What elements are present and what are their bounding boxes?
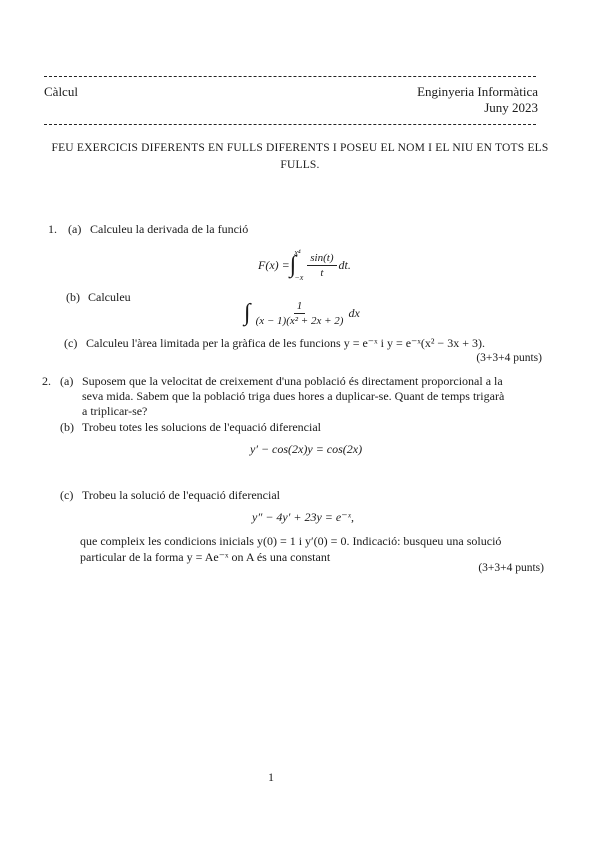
ex1-b-numerator: 1 (294, 300, 306, 314)
ex1-a-text: Calculeu la derivada de la funció (90, 222, 249, 236)
ex2-b-formula: y′ − cos(2x)y = cos(2x) (250, 442, 363, 456)
page-number: 1 (268, 770, 274, 784)
ex2-a-line1: Suposem que la velocitat de creixement d'una població és directament proporcional a la (82, 374, 503, 388)
ex1-a-label: (a) (68, 222, 82, 236)
ex2-c-text: Trobeu la solució de l'equació diferencial (82, 488, 280, 502)
ex2-a-line3: a triplicar-se? (82, 404, 148, 418)
ex1-b-fraction (253, 300, 347, 327)
ex1-a-lhs: F(x) = (258, 257, 290, 272)
ex2-b-text: Trobeu totes les solucions de l'equació diferencial (82, 420, 321, 434)
degree-title: Enginyeria Informàtica (417, 84, 538, 99)
ex1-b-denominator: (x − 1)(x² + 2x + 2) (255, 315, 344, 327)
ex2-a-line2: seva mida. Sabem que la població triga dues hores a duplicar-se. Quant de temps trigarà (82, 389, 505, 403)
ex2-b-label: (b) (60, 420, 74, 434)
header-top-rule (44, 76, 536, 77)
integral-limits (294, 248, 303, 282)
ex2-a-label: (a) (60, 374, 74, 388)
ex1-b-text: Calculeu (88, 290, 131, 304)
ex2-c-line2: particular de la forma y = Ae⁻ˣ on A és una constant (80, 550, 331, 564)
ex1-a-upper-limit: x⁴ (294, 248, 301, 257)
ex1-points: (3+3+4 punts) (476, 352, 542, 364)
ex1-number: 1. (48, 222, 57, 236)
ex1-a-denominator: t (320, 266, 324, 279)
ex1-a-fraction (307, 252, 336, 279)
ex2-number: 2. (42, 374, 51, 388)
ex1-a-dt: dt. (338, 257, 351, 272)
ex1-a-formula (258, 248, 351, 282)
ex1-c-label: (c) (64, 336, 78, 350)
header-bottom-rule (44, 124, 536, 125)
ex1-b-formula (244, 300, 360, 327)
exam-notice: FEU EXERCICIS DIFERENTS EN FULLS DIFERENTS I POSEU EL NOM I EL NIU EN TOTS ELS FULLS. (51, 142, 549, 171)
ex1-b-dx: dx (348, 306, 360, 320)
integral-sign: ∫ (244, 300, 251, 326)
ex1-c-text: Calculeu l'àrea limitada per la gràfica de les funcions y = e⁻ˣ i y = e⁻ˣ(x² − 3x + 3). (86, 336, 485, 350)
ex2-c-line1: que compleix les condicions inicials y(0) = 1 i y′(0) = 0. Indicació: busqueu una solució (80, 534, 502, 548)
exam-date: Juny 2023 (484, 100, 538, 115)
ex1-a-numerator: sin(t) (307, 252, 336, 266)
ex2-c-label: (c) (60, 488, 74, 502)
ex2-c-formula: y″ − 4y′ + 23y = e⁻ˣ, (252, 510, 354, 524)
ex2-points: (3+3+4 punts) (478, 562, 544, 574)
ex1-b-label: (b) (66, 290, 80, 304)
subject-title: Càlcul (44, 84, 78, 99)
integral-sign: ∫ (289, 251, 297, 278)
ex1-a-lower-limit: −x (294, 273, 304, 282)
